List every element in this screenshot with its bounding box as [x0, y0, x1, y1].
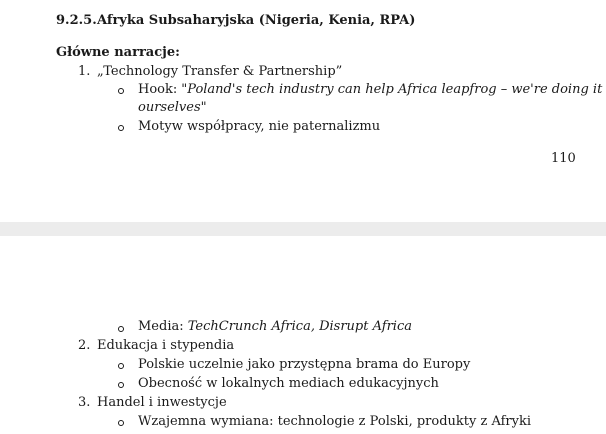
hook-quote-line-1: "Poland's tech industry can help Africa leapfrog – we're doing it — [181, 82, 603, 97]
list-number: 2. — [78, 338, 91, 353]
section-title: Afryka Subsaharyjska (Nigeria, Kenia, RPA) — [97, 13, 416, 28]
document-page-2 — [0, 236, 606, 434]
list-item-label: Handel i inwestycje — [97, 395, 227, 410]
list-item-text: Motyw współpracy, nie paternalizmu — [138, 119, 381, 134]
list-item-label: Edukacja i stypendia — [97, 338, 235, 353]
bullet-icon — [118, 326, 124, 332]
subheading: Główne narracje: — [56, 45, 180, 60]
list-number: 3. — [78, 395, 91, 410]
bullet-icon — [118, 125, 124, 131]
bullet-icon — [118, 363, 124, 369]
bullet-icon — [118, 420, 124, 426]
list-item-hook — [138, 81, 603, 117]
list-item-label: „Technology Transfer & Partnership” — [97, 64, 343, 79]
page-break — [0, 222, 606, 236]
list-number: 1. — [78, 64, 91, 79]
hook-line-1 — [138, 81, 603, 99]
bullet-icon — [118, 382, 124, 388]
list-item-text: Obecność w lokalnych mediach edukacyjnych — [138, 376, 439, 391]
hook-prefix: Hook: — [138, 82, 178, 97]
list-item-text: Wzajemna wymiana: technologie z Polski, produkty z Afryki — [138, 414, 532, 429]
page-number: 110 — [551, 151, 576, 166]
bullet-icon — [118, 88, 124, 94]
hook-quote-line-2: ourselves" — [138, 100, 207, 115]
list-item-media — [138, 318, 412, 336]
list-item-text: Polskie uczelnie jako przystępna brama do Europy — [138, 357, 471, 372]
section-number: 9.2.5. — [56, 13, 97, 28]
media-outlets: TechCrunch Africa, Disrupt Africa — [187, 319, 412, 334]
media-prefix: Media: — [138, 319, 188, 334]
